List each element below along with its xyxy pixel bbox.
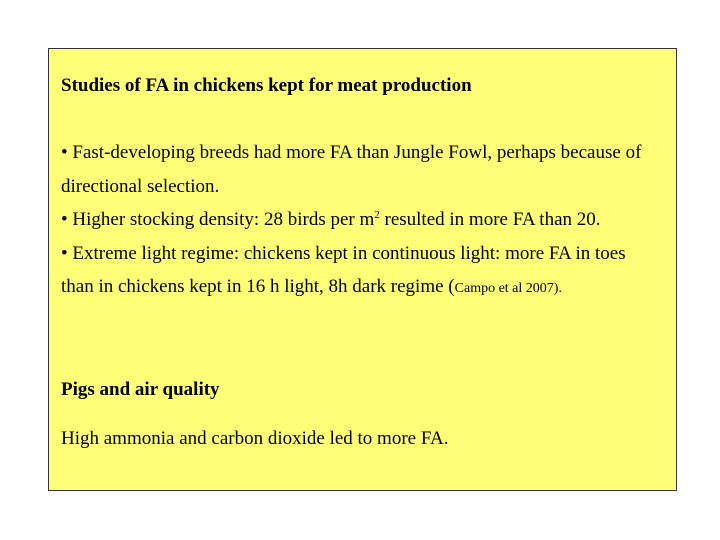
bullet-stocking-density <box>61 210 601 229</box>
bullet-light-regime-line-2 <box>61 277 562 296</box>
heading-pigs: Pigs and air quality <box>61 379 220 400</box>
bullet-stocking-density-suffix: resulted in more FA than 20. <box>379 209 601 230</box>
bullet-fast-developing-line-1: • Fast-developing breeds had more FA than Jungle Fowl, perhaps because of <box>61 142 642 163</box>
bullet-light-regime-line-2-text: than in chickens kept in 16 h light, 8h dark regime ( <box>61 276 455 297</box>
bullet-fast-developing-line-2: directional selection. <box>61 176 220 197</box>
superscript-two: 2 <box>374 209 380 221</box>
heading-chickens: Studies of FA in chickens kept for meat production <box>61 75 472 96</box>
bullet-light-regime-line-1: • Extreme light regime: chickens kept in continuous light: more FA in toes <box>61 243 626 264</box>
pigs-air-quality-text: High ammonia and carbon dioxide led to more FA. <box>61 428 449 449</box>
citation-campo-2007: Campo et al 2007). <box>454 281 562 296</box>
bullet-stocking-density-prefix: • Higher stocking density: 28 birds per m <box>61 209 375 230</box>
content-panel <box>48 48 677 491</box>
